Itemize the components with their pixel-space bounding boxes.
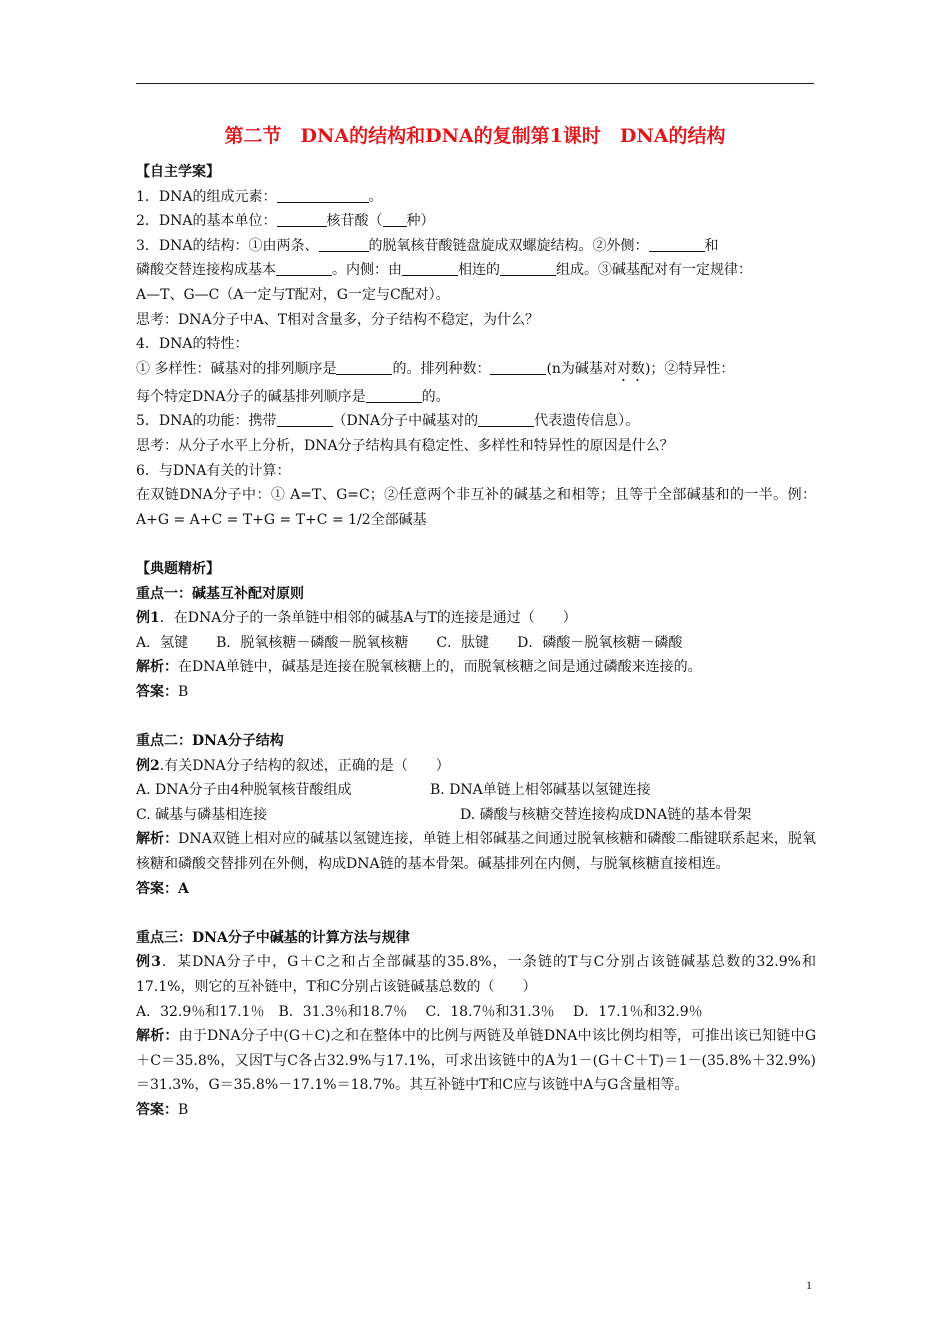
example-1-options: A．氢键 B．脱氧核糖－磷酸－脱氧核糖 C．肽键 D．磷酸－脱氧核糖－磷酸	[136, 634, 683, 651]
example-3-question: 例3．某DNA分子中，G＋C之和占全部碱基的35.8%，一条链的T与C分别占该链碱基总数的32.9%和17.1%，则它的互补链中，T和C分别占该链碱基总数的（ ）	[136, 954, 816, 995]
option-d: D. 磷酸与核糖交替连接构成DNA链的基本骨架	[460, 806, 752, 823]
fill-blank	[500, 260, 556, 276]
question-3-line-3: A—T、G—C（A一定与T配对，G一定与C配对）。	[136, 286, 450, 303]
fill-blank	[336, 359, 392, 375]
self-study-heading: 【自主学案】	[136, 164, 220, 180]
example-label: 例2	[136, 757, 160, 774]
page-number: 1	[806, 1278, 812, 1292]
examples-heading: 【典题精析】	[136, 560, 220, 577]
option-c: C. 碱基与磷基相连接	[136, 806, 268, 823]
example-1-analysis: 解析：在DNA单链中，碱基是连接在脱氧核糖上的，而脱氧核糖之间是通过磷酸来连接的。	[136, 659, 702, 676]
example-3-options: A．32.9％和17.1％ B．31.3％和18.7％ C．18.7％和31.3％ D．17.1％和32.9％	[136, 1003, 703, 1020]
fill-blank	[277, 187, 369, 203]
question-4: 4．DNA的特性：	[136, 336, 249, 353]
example-3-analysis: 解析：由于DNA分子中(G＋C)之和在整体中的比例与两链及单链DNA中该比例均相等，可推出该已知链中G＋C＝35.8%，又因T与C各占32.9%与17.1%，可求出该链中的A为1－(G＋C＋T)＝1－(35.8%＋32.9%)＝31.3%，G＝35.8%－17.1%＝18.7%。其互补链中T和C应与该链中A与G含量相等。	[136, 1028, 817, 1094]
question-1: 1．DNA的组成元素： 。	[136, 188, 383, 205]
example-2-options-cd	[136, 803, 816, 828]
fill-blank	[319, 236, 369, 252]
key-point-2-title: 重点二：DNA分子结构	[136, 733, 284, 750]
example-2-options-ab	[136, 778, 816, 803]
question-3-line-2: 磷酸交替连接构成基本 。内侧：由 相连的 组成。③碱基配对有一定规律：	[136, 262, 752, 279]
fill-blank	[490, 359, 546, 375]
fill-blank	[276, 260, 332, 276]
fill-blank	[277, 411, 333, 427]
document-body	[136, 160, 816, 1123]
question-5: 5．DNA的功能：携带 （DNA分子中碱基对的 代表遗传信息）。	[136, 413, 640, 430]
example-2-question: 例2.有关DNA分子结构的叙述，正确的是（ ）	[136, 757, 450, 774]
option-b: B. DNA单链上相邻碱基以氢键连接	[430, 782, 651, 799]
option-a: A. DNA分子由4种脱氧核苷酸组成	[136, 782, 352, 799]
think-question-1: 思考：DNA分子中A、T相对含量多，分子结构不稳定，为什么？	[136, 311, 540, 328]
example-2-analysis: 解析：DNA双链上相对应的碱基以氢键连接，单链上相邻碱基之间通过脱氧核糖和磷酸二酯键联系起来，脱氧核糖和磷酸交替排列在外侧，构成DNA链的基本骨架。碱基排列在内侧，与脱氧核糖直接相连。	[136, 831, 817, 873]
header-rule	[136, 83, 814, 84]
fill-blank	[402, 260, 458, 276]
think-question-2: 思考：从分子水平上分析，DNA分子结构具有稳定性、多样性和特异性的原因是什么？	[136, 437, 674, 454]
example-2-answer: 答案：A	[136, 880, 189, 897]
question-6: 6．与DNA有关的计算：	[136, 462, 291, 479]
question-2: 2．DNA的基本单位： 核苷酸（ 种）	[136, 213, 435, 230]
key-point-3-title: 重点三：DNA分子中碱基的计算方法与规律	[136, 929, 410, 946]
question-4-line-2: 每个特定DNA分子的碱基排列顺序是 的。	[136, 388, 450, 405]
fill-blank	[277, 211, 327, 227]
fill-blank	[383, 211, 407, 227]
key-point-1-title: 重点一：碱基互补配对原则	[136, 585, 304, 602]
example-3-answer: 答案：B	[136, 1101, 189, 1118]
example-1-answer: 答案：B	[136, 683, 189, 700]
example-label: 例1	[136, 610, 160, 627]
example-label: 例3	[136, 954, 161, 971]
question-6-body: 在双链DNA分子中：① A=T、G=C；②任意两个非互补的碱基之和相等；且等于全部碱基和的一半。例：A+G = A+C = T+G = T+C = 1/2全部碱基	[136, 487, 816, 528]
fill-blank	[478, 411, 534, 427]
question-4-line-1: ① 多样性：碱基对的排列顺序是 的。排列种数： (n为碱基对对数)；②特异性：	[136, 360, 735, 377]
emphasized-text: 对数	[616, 360, 645, 377]
fill-blank	[649, 236, 705, 252]
page-title: 第二节 DNA的结构和DNA的复制第1课时 DNA的结构	[224, 125, 726, 147]
question-3-line-1: 3．DNA的结构：①由两条、 的脱氧核苷酸链盘旋成双螺旋结构。②外侧： 和	[136, 237, 719, 254]
example-1-question: 例1．在DNA分子的一条单链中相邻的碱基A与T的连接是通过（ ）	[136, 610, 577, 627]
fill-blank	[366, 387, 422, 403]
